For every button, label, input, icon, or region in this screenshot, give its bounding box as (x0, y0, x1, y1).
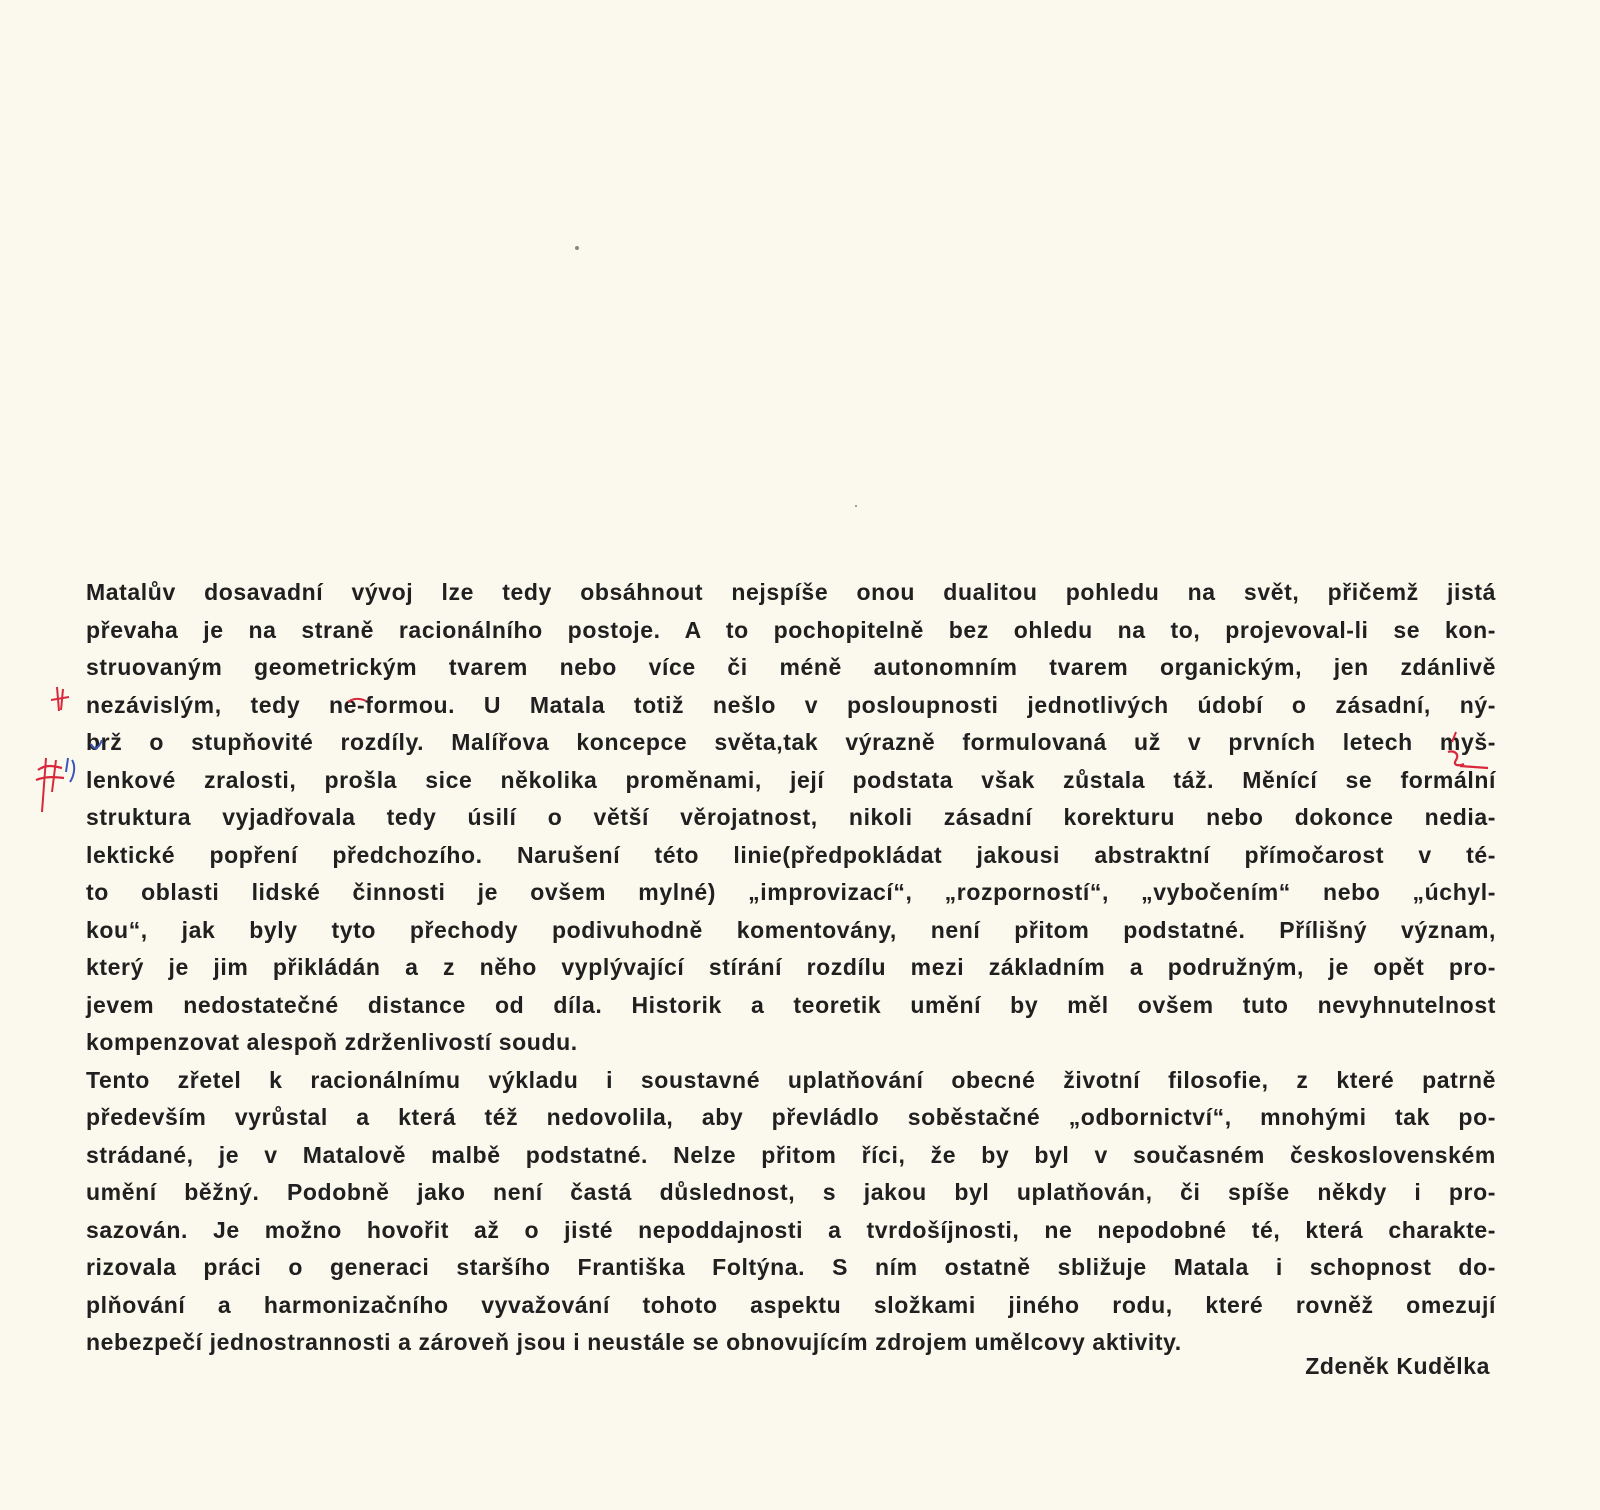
paper-speck (855, 505, 857, 507)
text-line: Tento zřetel k racionálnímu výkladu i soustavné uplatňování obecné životní filosofie, z které patrně (86, 1066, 1496, 1093)
text-line: plňování a harmonizačního vyvažování tohoto aspektu složkami jiného rodu, které rovněž omezují (86, 1291, 1496, 1318)
proof-mark-hash-icon (32, 752, 88, 820)
author-signature: Zdeněk Kudělka (1305, 1353, 1490, 1379)
text-line: který je jim přikládán a z něho vyplývající stírání rozdílu mezi základním a podružným, je opět pro- (86, 954, 1496, 980)
text-line: struktura vyjadřovala tedy úsilí o větší věrojatnost, nikoli zásadní korekturu nebo dokonce nedia- (86, 804, 1496, 830)
paper-speck (575, 246, 579, 250)
text-line: strádané, je v Matalově malbě podstatné. Nelze přitom říci, že by byl v současném československém (86, 1141, 1496, 1168)
text-line: lektické popření předchozího. Narušení této linie(předpokládat jakousi abstraktní přímočarost v té- (86, 841, 1496, 868)
text-line: nebezpečí jednostrannosti a zároveň jsou i neustále se obnovujícím zdrojem umělcovy aktivity. (86, 1329, 1182, 1355)
proof-mark-cross-icon (48, 684, 72, 714)
text-line: kou“, jak byly tyto přechody podivuhodně komentovány, není přitom podstatné. Přílišný význam, (86, 916, 1496, 943)
text-line: rizovala práci o generaci staršího Františka Foltýna. S ním ostatně sbližuje Matala i schopnost do- (86, 1254, 1496, 1280)
text-line: převaha je na straně racionálního postoje. A to pochopitelně bez ohledu na to, projevoval-li se kon- (86, 616, 1496, 643)
text-line: Matalův dosavadní vývoj lze tedy obsáhnout nejspíše onou dualitou pohledu na svět, přičemž jistá (86, 579, 1496, 605)
text-line: nezávislým, tedy ne-formou. U Matala totiž nešlo v posloupnosti jednotlivých údobí o zásadní, ný- (86, 691, 1496, 718)
text-line: lenkové zralosti, prošla sice několika proměnami, její podstata však zůstala táž. Měnící se formální (86, 766, 1496, 793)
text-line: především vyrůstal a která též nedovolila, aby převládlo soběstačné „odbornictví“, mnohými tak po- (86, 1104, 1496, 1130)
text-line: kompenzovat alespoň zdrženlivostí soudu. (86, 1029, 578, 1055)
text-line: brž o stupňovité rozdíly. Malířova koncepce světa,tak výrazně formulovaná už v prvních letech myš- (86, 729, 1496, 755)
text-line: umění běžný. Podobně jako není častá důslednost, s jakou byl uplatňován, či spíše někdy i pro- (86, 1179, 1496, 1205)
body-text (86, 574, 1496, 1362)
text-line: to oblasti lidské činnosti je ovšem mylné) „improvizací“, „rozporností“, „vybočením“ nebo „úchyl- (86, 879, 1496, 905)
text-line: sazován. Je možno hovořit až o jisté nepoddajnosti a tvrdošíjnosti, ne nepodobné té, která charakte- (86, 1216, 1496, 1243)
text-line: jevem nedostatečné distance od díla. Historik a teoretik umění by měl ovšem tuto nevyhnutelnost (86, 991, 1496, 1018)
text-line: struovaným geometrickým tvarem nebo více či méně autonomním tvarem organickým, jen zdánlivě (86, 654, 1496, 680)
